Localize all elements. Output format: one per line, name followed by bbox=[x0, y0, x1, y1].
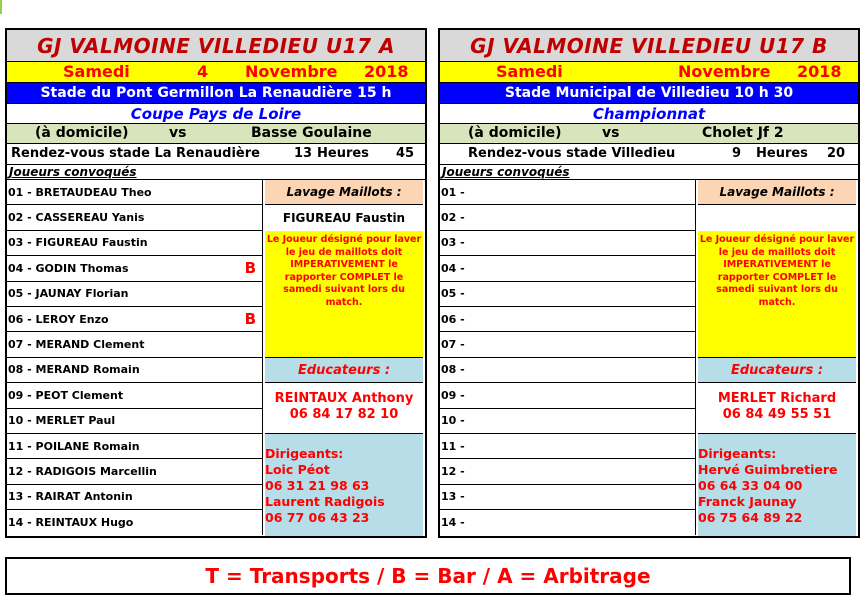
player-row bbox=[7, 205, 263, 230]
rdv-heures: Heures bbox=[317, 146, 369, 161]
player-row bbox=[440, 256, 696, 281]
player-row bbox=[7, 332, 263, 357]
match-info bbox=[7, 124, 425, 144]
player-row bbox=[440, 409, 696, 434]
dir-line: 06 64 33 04 00 bbox=[698, 478, 803, 493]
player-row bbox=[440, 383, 696, 408]
player-mark: B bbox=[244, 259, 256, 278]
player-label: 11 - POILANE Romain bbox=[8, 439, 140, 453]
dir-line: Dirigeants: bbox=[265, 446, 344, 461]
dir-line: Laurent Radigois bbox=[265, 494, 385, 509]
vs-label: vs bbox=[169, 125, 187, 141]
player-label: 07 - MERAND Clement bbox=[8, 338, 145, 352]
educateur-name: MERLET Richard bbox=[717, 391, 837, 406]
player-label: 13 - bbox=[441, 490, 465, 504]
team-a-sheet bbox=[5, 28, 427, 538]
player-label: 05 - JAUNAY Florian bbox=[8, 287, 129, 301]
legend-bar: T = Transports / B = Bar / A = Arbitrage bbox=[5, 557, 851, 595]
educateur-phone: 06 84 17 82 10 bbox=[289, 407, 399, 422]
player-row bbox=[440, 282, 696, 307]
player-label: 13 - RAIRAT Antonin bbox=[8, 490, 133, 504]
rdv-minutes: 20 bbox=[827, 146, 846, 161]
opponent-label: Basse Goulaine bbox=[251, 125, 372, 141]
date-year: 2018 bbox=[364, 62, 409, 81]
player-label: 12 - bbox=[441, 464, 465, 478]
player-row bbox=[7, 510, 263, 535]
side-panel bbox=[265, 180, 423, 536]
team-title: GJ VALMOINE VILLEDIEU U17 A bbox=[7, 30, 425, 62]
educateurs-title: Educateurs : bbox=[698, 358, 856, 383]
player-label: 04 - GODIN Thomas bbox=[8, 261, 129, 275]
lavage-info: Le Joueur désigné pour laver le jeu de maillots doit IMPERATIVEMENT le rapporter COMPLET le samedi suivant lors du match. bbox=[698, 231, 856, 358]
dirigeants-block bbox=[698, 434, 856, 536]
player-label: 10 - bbox=[441, 414, 465, 428]
rdv-text: Rendez-vous stade Villedieu bbox=[468, 146, 676, 161]
player-row bbox=[440, 459, 696, 484]
dir-line: Hervé Guimbretiere bbox=[698, 462, 838, 477]
dir-line: 06 77 06 43 23 bbox=[265, 510, 370, 525]
player-label: 05 - bbox=[441, 287, 465, 301]
rdv-hour: 9 bbox=[732, 146, 742, 161]
player-label: 03 - FIGUREAU Faustin bbox=[8, 236, 148, 250]
player-row bbox=[440, 510, 696, 535]
home-label: (à domicile) bbox=[468, 125, 562, 141]
player-row bbox=[7, 180, 263, 205]
dir-line: 06 31 21 98 63 bbox=[265, 478, 370, 493]
player-row bbox=[7, 358, 263, 383]
rdv-hour: 13 bbox=[294, 146, 313, 161]
player-row bbox=[7, 434, 263, 459]
corner-mark bbox=[0, 0, 2, 14]
player-label: 09 - PEOT Clement bbox=[8, 388, 124, 402]
player-row bbox=[7, 256, 263, 281]
date-month: Novembre bbox=[678, 62, 771, 81]
player-label: 09 - bbox=[441, 388, 465, 402]
player-label: 01 - BRETAUDEAU Theo bbox=[8, 185, 152, 199]
player-label: 06 - bbox=[441, 312, 465, 326]
dir-line: Franck Jaunay bbox=[698, 494, 797, 509]
date-year: 2018 bbox=[797, 62, 842, 81]
stadium-label: Stade du Pont Germillon La Renaudière 15 h bbox=[7, 83, 425, 104]
educateurs-contact bbox=[698, 383, 856, 434]
team-b-sheet bbox=[438, 28, 860, 538]
player-row bbox=[7, 409, 263, 434]
player-row bbox=[7, 231, 263, 256]
player-label: 04 - bbox=[441, 261, 465, 275]
rendezvous bbox=[440, 144, 858, 165]
dir-line: 06 75 64 89 22 bbox=[698, 510, 803, 525]
date-month: Novembre bbox=[245, 62, 338, 81]
competition-label: Championnat bbox=[440, 104, 858, 124]
educateur-phone: 06 84 49 55 51 bbox=[722, 407, 832, 422]
lavage-name bbox=[698, 205, 856, 231]
player-label: 08 - MERAND Romain bbox=[8, 363, 140, 377]
player-label: 14 - REINTAUX Hugo bbox=[8, 516, 134, 530]
educateur-name: REINTAUX Anthony bbox=[274, 391, 414, 406]
dir-line: Loic Péot bbox=[265, 462, 330, 477]
player-label: 03 - bbox=[441, 236, 465, 250]
home-label: (à domicile) bbox=[35, 125, 129, 141]
player-list bbox=[7, 180, 263, 535]
player-label: 11 - bbox=[441, 439, 465, 453]
opponent-label: Cholet Jf 2 bbox=[702, 125, 784, 141]
player-row bbox=[7, 485, 263, 510]
player-label: 02 - bbox=[441, 211, 465, 225]
player-row bbox=[440, 231, 696, 256]
dir-line: Dirigeants: bbox=[698, 446, 777, 461]
player-label: 07 - bbox=[441, 338, 465, 352]
player-row bbox=[440, 180, 696, 205]
player-label: 08 - bbox=[441, 363, 465, 377]
player-list bbox=[440, 180, 696, 535]
player-row bbox=[7, 383, 263, 408]
player-row bbox=[440, 332, 696, 357]
stadium-label: Stade Municipal de Villedieu 10 h 30 bbox=[440, 83, 858, 104]
rdv-minutes: 45 bbox=[396, 146, 415, 161]
player-label: 14 - bbox=[441, 516, 465, 530]
date-num: 4 bbox=[197, 62, 209, 81]
side-panel bbox=[698, 180, 856, 536]
educateurs-contact bbox=[265, 383, 423, 434]
player-row bbox=[440, 307, 696, 332]
lavage-name: FIGUREAU Faustin bbox=[282, 211, 406, 225]
educateurs-title: Educateurs : bbox=[265, 358, 423, 383]
player-row bbox=[440, 485, 696, 510]
player-label: 06 - LEROY Enzo bbox=[8, 312, 109, 326]
convoques-label: Joueurs convoqués bbox=[7, 165, 425, 180]
player-row bbox=[7, 459, 263, 484]
match-date bbox=[7, 62, 425, 83]
convoques-label: Joueurs convoqués bbox=[440, 165, 858, 180]
player-row bbox=[440, 434, 696, 459]
rendezvous bbox=[7, 144, 425, 165]
player-label: 02 - CASSEREAU Yanis bbox=[8, 211, 145, 225]
match-info bbox=[440, 124, 858, 144]
match-date bbox=[440, 62, 858, 83]
player-row bbox=[7, 282, 263, 307]
lavage-info: Le Joueur désigné pour laver le jeu de maillots doit IMPERATIVEMENT le rapporter COMPLET le samedi suivant lors du match. bbox=[265, 231, 423, 358]
dirigeants-block bbox=[265, 434, 423, 536]
lavage-title: Lavage Maillots : bbox=[698, 180, 856, 205]
rdv-heures: Heures bbox=[756, 146, 808, 161]
player-label: 12 - RADIGOIS Marcellin bbox=[8, 464, 157, 478]
player-label: 10 - MERLET Paul bbox=[8, 414, 116, 428]
player-row bbox=[7, 307, 263, 332]
vs-label: vs bbox=[602, 125, 620, 141]
rdv-text: Rendez-vous stade La Renaudière bbox=[11, 146, 260, 161]
player-row bbox=[440, 358, 696, 383]
player-row bbox=[440, 205, 696, 230]
team-title: GJ VALMOINE VILLEDIEU U17 B bbox=[440, 30, 858, 62]
competition-label: Coupe Pays de Loire bbox=[7, 104, 425, 124]
player-mark: B bbox=[244, 310, 256, 329]
lavage-title: Lavage Maillots : bbox=[265, 180, 423, 205]
player-label: 01 - bbox=[441, 185, 465, 199]
date-day: Samedi bbox=[496, 62, 563, 81]
date-day: Samedi bbox=[63, 62, 130, 81]
